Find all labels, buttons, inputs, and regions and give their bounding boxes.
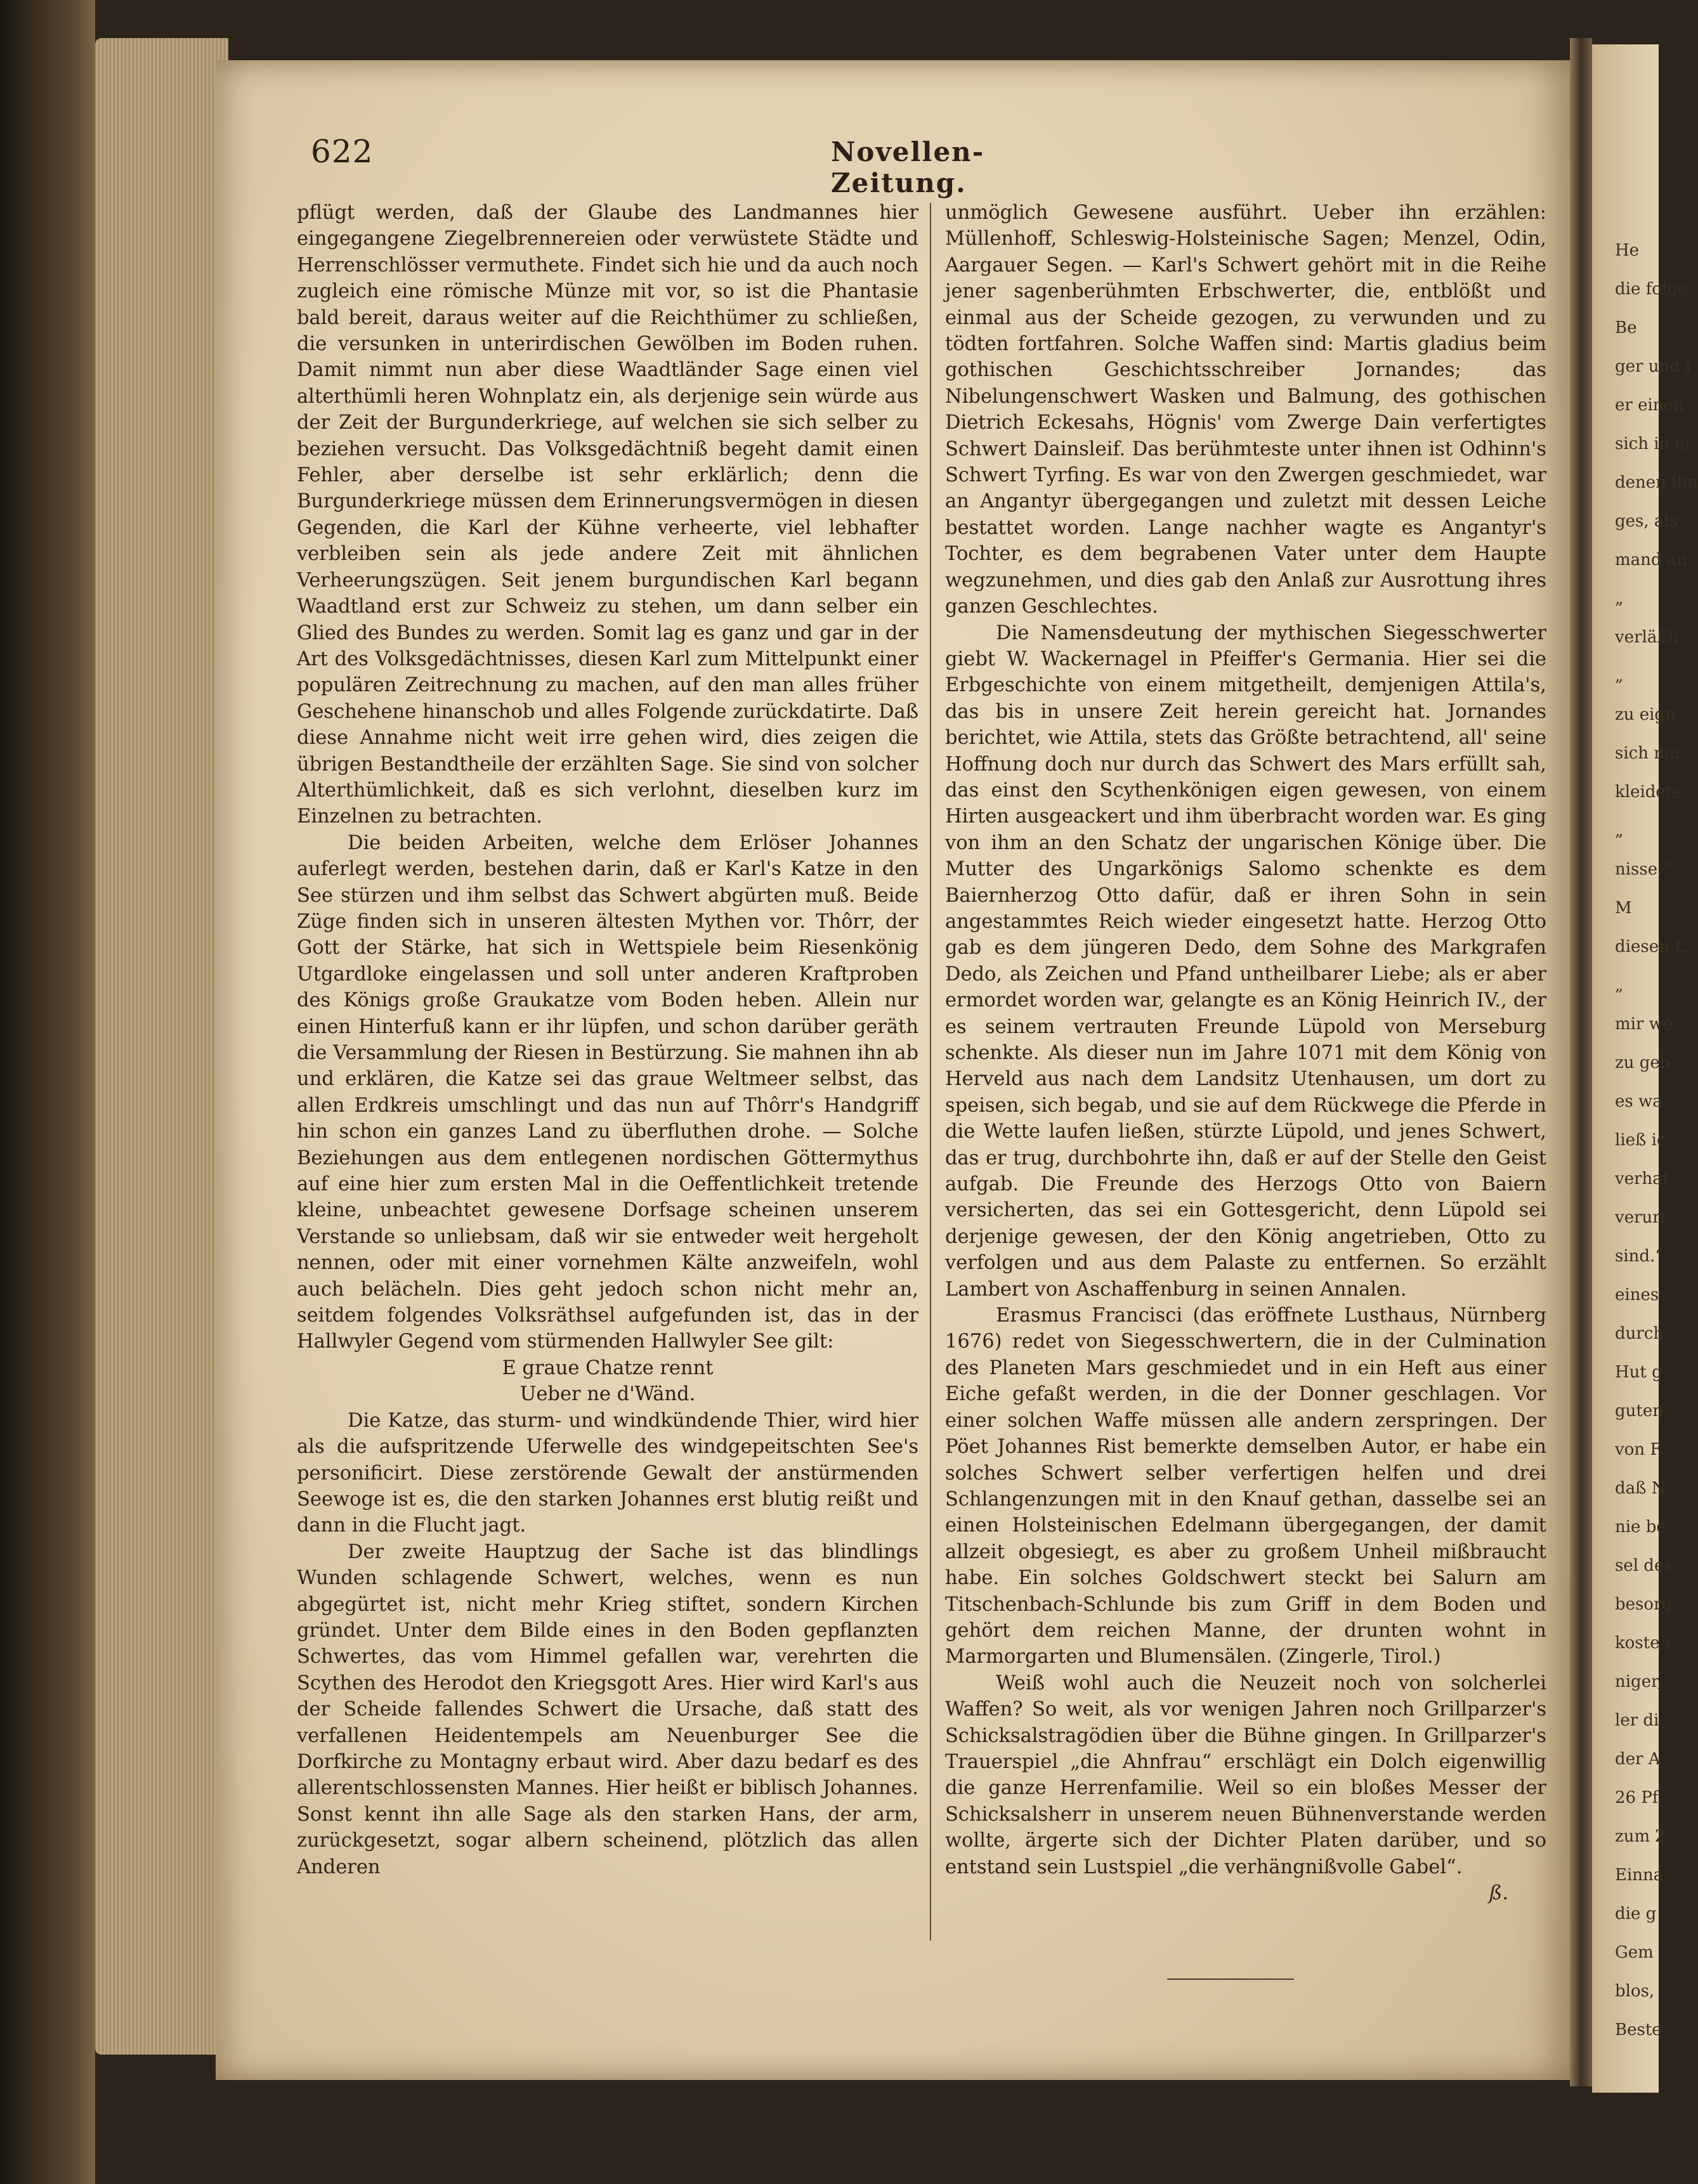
running-title: Novellen-Zeitung. bbox=[831, 136, 985, 198]
facing-page-fragment: Gem bbox=[1615, 1943, 1654, 1962]
right-column bbox=[945, 200, 1546, 1956]
left-paragraph-1: pflügt werden, daß der Glaube des Landmannes hier eingegangene Ziegelbrennereien oder verwüstete Städte und Herrenschlösser vermuthete. Findet sich hie und da auch noch zugleich eine römische Münze mit vor, so ist die Phantasie bald bereit, daraus weiter auf die Reichthümer zu schließen, die versunken in unterirdischen Gewölben im Boden ruhen. Damit nimmt nun aber diese Waadtländer Sage einen viel alterthümli heren Wohnplatz ein, als derjenige sein würde aus der Zeit der Burgunderkriege, auf welchen sie sich selber zu beziehen versucht. Das Volksgedächtniß begeht damit einen Fehler, aber derselbe ist sehr erklärlich; denn die Burgunderkriege müssen dem Erinnerungsvermögen in diesen Gegenden, die Karl der Kühne verheerte, viel lebhafter verbleiben sein als jede andere Zeit mit ähnlichen Verheerungszügen. Seit jenem burgundischen Karl begann Waadtland erst zur Schweiz zu stehen, um dann selber ein Glied des Bundes zu werden. Somit lag es ganz und gar in der Art des Volksgedächtnisses, diesen Karl zum Mittelpunkt einer populären Zeitrechnung zu machen, auf den man alles früher Geschehene hinanschob und alles Folgende zurückdatirte. Daß diese Annahme nicht weit irre gehen wird, dies zeigen die übrigen Bestandtheile der erzählten Sage. Sie sind von solcher Alterthümlichkeit, daß es sich verlohnt, dieselben kurz im Einzelnen zu betrachten. bbox=[297, 202, 918, 828]
facing-page-fragment: ger und f bbox=[1615, 357, 1692, 376]
facing-page-fragment: Einna bbox=[1615, 1866, 1664, 1885]
verse-line-1: E graue Chatze rennt bbox=[502, 1356, 714, 1379]
facing-page-fragment: He bbox=[1615, 241, 1640, 260]
facing-page-fragment: blos, bbox=[1615, 1982, 1655, 2001]
page-edges bbox=[95, 38, 228, 2055]
facing-page-fragment: Hut g bbox=[1615, 1363, 1662, 1382]
book-gutter bbox=[1570, 38, 1592, 2086]
facing-page-fragment: mir we bbox=[1615, 1015, 1673, 1034]
page-header bbox=[311, 133, 1047, 198]
facing-page-fragment: die folge bbox=[1615, 280, 1688, 299]
facing-page-fragment: „ bbox=[1615, 589, 1624, 608]
right-paragraph-2: Die Namensdeutung der mythischen Siegesschwerter giebt W. Wackernagel in Pfeiffer's Germania. Hier sei die Erbgeschichte von einem mitgetheilt, demjenigen Attila's, das bis in unsere Zeit herein gereicht hat. Jornandes berichtet, wie Attila, stets das Größte betrachtend, all' seine Hoffnung doch nur durch das Schwert des Mars erfüllt sah, das einst den Scythenkönigen eigen gewesen, von einem Hirten ausgeackert und ihm überbracht worden war. Es ging von ihm an den Schatz der ungarischen Könige über. Die Mutter des Ungarkönigs Salomo schenkte es dem Baiernherzog Otto dafür, daß er ihren Sohn in sein angestammtes Reich wieder eingesetzt hatte. Herzog Otto gab es dem jüngeren Dedo, dem Sohne des Markgrafen Dedo, als Zeichen und Pfand untheilbarer Liebe; als er aber ermordet worden war, gelangte es an König Heinrich IV., der es seinem vertrauten Freunde Lüpold von Merseburg schenkte. Als dieser nun im Jahre 1071 mit dem König von Herveld aus nach dem Landsitz Utenhausen, um dort zu speisen, sich begab, und sie auf dem Rückwege die Pferde in die Wette laufen ließen, stürzte Lüpold, und jenes Schwert, das er trug, durchbohrte ihn, daß er auf der Stelle den Geist aufgab. Die Freunde des Herzogs Otto von Baiern versicherten, das sei ein Gottesgericht, denn Lüpold sei derjenige gewesen, der den König angetrieben, Otto zu verfolgen und aus dem Palaste zu entfernen. So erzählt Lambert von Aschaffenburg in seinen Annalen. bbox=[945, 621, 1546, 1301]
left-paragraph-2: Die beiden Arbeiten, welche dem Erlöser Johannes auferlegt werden, bestehen darin, daß er Karl's Katze in den See stürzen und ihm selbst das Schwert abgürten muß. Beide Züge finden sich in unseren ältesten Mythen vor. Thôrr, der Gott der Stärke, hat sich in Wettspiele beim Riesenkönig Utgardloke eingelassen und soll unter anderen Kraftproben des Königs große Graukatze vom Boden heben. Allein nur einen Hinterfuß kann er ihr lüpfen, und schon darüber geräth die Versammlung der Riesen in Bestürzung. Sie mahnen ihn ab und erklären, die Katze sei das graue Weltmeer selbst, das allen Erdkreis umschlingt und das nun auf Thôrr's Handgriff hin schon ein ganzes Land zu überfluthen drohe. — Solche Beziehungen aus dem entlegenen nordischen Göttermythus auf eine hier zum ersten Mal in die Oeffentlichkeit tretende kleine, unbeachtet gewesene Dorfsage scheinen unserem Verstande so unliebsam, daß wir sie entweder weit hergeholt nennen, oder mit einer vornehmen Kälte anzweifeln, wohl auch belächeln. Dies geht jedoch schon nicht mehr an, seitdem folgendes Volksräthsel aufgefunden ist, das in der Hallwyler Gegend vom stürmenden Hallwyler See gilt: bbox=[297, 831, 918, 1353]
facing-page-fragment: verurt bbox=[1615, 1208, 1668, 1227]
facing-page-fragment: verläßli bbox=[1615, 628, 1679, 647]
facing-page-fragment: ges, als bbox=[1615, 512, 1678, 531]
facing-page-fragment: daß N bbox=[1615, 1479, 1666, 1498]
left-column bbox=[297, 200, 918, 1956]
facing-page-fragment: nisse.“ bbox=[1615, 860, 1671, 879]
facing-page-fragment: zum Z bbox=[1615, 1827, 1667, 1846]
right-paragraph-1: unmöglich Gewesene ausführt. Ueber ihn erzählen: Müllenhoff, Schleswig-Holsteinische Sagen; Menzel, Odin, Aargauer Segen. — Karl's Schwert gehört mit in die Reihe jener sagenberühmten Erbschwerter, die, entblößt und einmal aus der Scheide gezogen, zu verwunden und zu tödten fortfahren. Solche Waffen sind: Martis gladius beim gothischen Geschichtsschreiber Jornandes; das Nibelungenschwert Wasken und Balmung, des gothischen Dietrich Eckesahs, Högnis' vom Zwerge Dain verfertigtes Schwert Dainsleif. Das berühmteste unter ihnen ist Odhinn's Schwert Tyrfing. Es war von den Zwergen geschmiedet, war an Angantyr übergegangen und zuletzt mit dessen Leiche bestattet worden. Lange nachher wagte es Angantyr's Tochter, es dem begrabenen Vater unter dem Haupte wegzunehmen, und dies gab den Anlaß zur Ausrottung ihres ganzen Geschlechtes. bbox=[945, 202, 1546, 618]
facing-page-fragment: sel des bbox=[1615, 1556, 1673, 1575]
facing-page-fragment: guten bbox=[1615, 1401, 1663, 1420]
facing-page-fragment: nie be bbox=[1615, 1518, 1666, 1537]
facing-page-fragment: besorg bbox=[1615, 1595, 1673, 1614]
facing-page-fragment: sind.“ bbox=[1615, 1247, 1664, 1266]
facing-page-fragment: koste i bbox=[1615, 1634, 1671, 1653]
left-paragraph-3: Die Katze, das sturm- und windkündende Thier, wird hier als die aufspritzende Uferwelle des windgepeitschten See's personificirt. Diese zerstörende Gewalt der anstürmenden Seewoge ist es, die den starken Johannes erst blutig reißt und dann in die Flucht jagt. bbox=[297, 1409, 918, 1537]
facing-page-fragment: sich mu bbox=[1615, 744, 1680, 763]
facing-page-fragment: von F bbox=[1615, 1440, 1662, 1459]
facing-page-fragment: „ bbox=[1615, 666, 1624, 686]
facing-page-fragment: er einen bbox=[1615, 396, 1684, 415]
facing-page-fragment: zu geb bbox=[1615, 1053, 1671, 1072]
end-rule bbox=[1167, 1979, 1294, 1980]
facing-page-fragment: „ bbox=[1615, 821, 1624, 840]
right-paragraph-4-text: Weiß wohl auch die Neuzeit noch von solcherlei Waffen? So weit, als vor wenigen Jahren noch Grillparzer's Schicksalstragödien über die Bühne gingen. In Grillparzer's Trauerspiel „die Ahnfrau“ erschlägt ein Dolch eigenwillig die ganze Herrenfamilie. Weil so ein bloßes Messer der Schicksalsherr in unserem neuen Bühnenverstande werden wollte, ärgerte sich der Dichter Platen darüber, und so entstand sein Lustspiel „die verhängnißvolle Gabel“. bbox=[945, 1672, 1546, 1878]
right-paragraph-3: Erasmus Francisci (das eröffnete Lusthaus, Nürnberg 1676) redet von Siegesschwertern, die in der Culmination des Planeten Mars geschmiedet und in ein Heft aus einer Eiche gefaßt werden, in die der Donner geschlagen. Vor einer solchen Waffe müssen alle andern zerspringen. Der Pöet Johannes Rist bemerkte demselben Autor, er habe ein solches Schwert selber verfertigen helfen und drei Schlangenzungen mit in den Knauf gethan, dasselbe sei an einen Holsteinischen Edelmann übergegangen, der damit allzeit obgesiegt, es aber zu großem Unheil mißbraucht habe. Ein solches Goldschwert steckt bei Salurn am Titschenbach-Schlunde bis zum Griff in dem Boden und gehört dem reichen Manne, der drunten wohnt in Marmorgarten und Blumensälen. (Zingerle, Tirol.) bbox=[945, 1304, 1546, 1668]
facing-page-fragment: ließ ic bbox=[1615, 1131, 1666, 1150]
facing-page-fragment: zu eign bbox=[1615, 705, 1676, 724]
facing-page-fragment: niger, bbox=[1615, 1672, 1662, 1691]
facing-page-fragment: Beste bbox=[1615, 2020, 1662, 2039]
facing-page-fragment: 26 Pf bbox=[1615, 1788, 1659, 1807]
facing-page-fragment: es wa bbox=[1615, 1092, 1662, 1111]
author-signature: ß. bbox=[1489, 1882, 1508, 1904]
page-number: 622 bbox=[311, 133, 374, 170]
verse-line-2: Ueber ne d'Wänd. bbox=[519, 1383, 696, 1406]
facing-page-fragment: „ bbox=[1615, 976, 1624, 995]
facing-page-fragment: ler di bbox=[1615, 1711, 1659, 1730]
right-paragraph-4 bbox=[945, 1670, 1546, 1904]
facing-page-fragment: kleidete bbox=[1615, 783, 1682, 802]
facing-page-fragment: mand an bbox=[1615, 550, 1688, 569]
left-paragraph-4: Der zweite Hauptzug der Sache ist das blindlings Wunden schlagende Schwert, welches, wenn es nun abgegürtet ist, nicht mehr Krieg stiftet, sondern Kirchen gründet. Unter dem Bilde eines in den Boden gepflanzten Schwertes, das vom Himmel gefallen war, verehrten die Scythen des Herodot den Kriegsgott Ares. Hier wird Karl's aus der Scheide fallendes Schwert die Ursache, daß statt des verfallenen Heidentempels am Neuenburger See die Dorfkirche zu Montagny erbaut wird. Aber dazu bedarf es des allerentschlossensten Mannes. Hier heißt er biblisch Johannes. Sonst kennt ihn alle Sage als den starken Hans, der arm, zurückgesetzt, sogar albern scheinend, plötzlich das allen Anderen bbox=[297, 1540, 918, 1878]
riddle-verse bbox=[297, 1355, 918, 1408]
book-spine bbox=[0, 0, 95, 2184]
facing-page-fragment: Be bbox=[1615, 318, 1637, 337]
facing-page-fragment: durch bbox=[1615, 1324, 1664, 1343]
facing-page-fragment: eines bbox=[1615, 1285, 1659, 1304]
facing-page-fragment: verhaf bbox=[1615, 1169, 1669, 1188]
facing-page-fragment: denen ihn bbox=[1615, 473, 1698, 492]
facing-page-fragment: M bbox=[1615, 899, 1632, 918]
column-divider bbox=[930, 203, 931, 1940]
facing-page-fragment: der A bbox=[1615, 1750, 1661, 1769]
facing-page-fragment: diesen L bbox=[1615, 937, 1686, 956]
facing-page-fragment: die g bbox=[1615, 1904, 1657, 1923]
facing-page-fragment: sich in ei bbox=[1615, 434, 1690, 453]
facing-page bbox=[1592, 44, 1698, 2093]
